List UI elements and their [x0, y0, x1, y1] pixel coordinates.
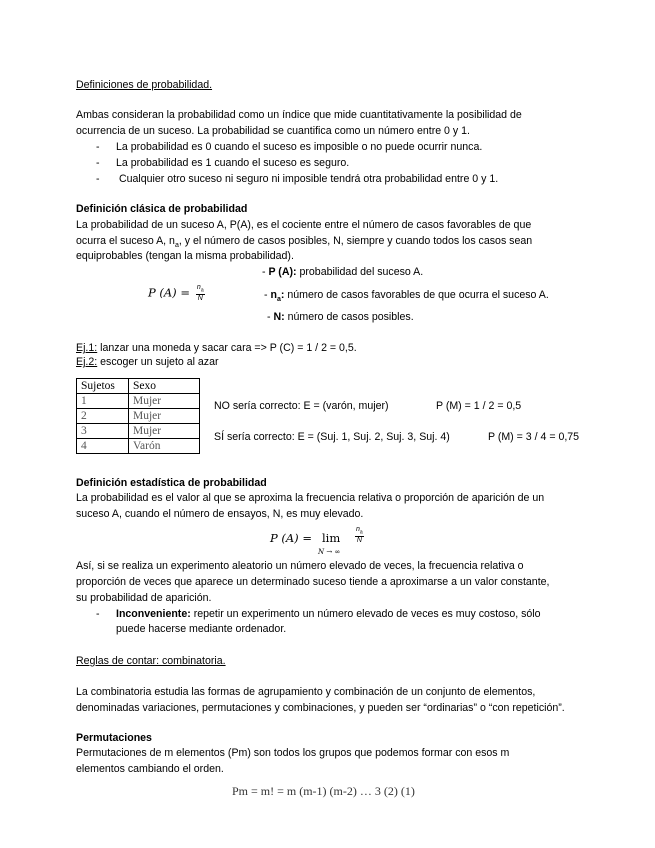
fraction-numerator [355, 526, 364, 537]
table-cell: Mujer [129, 409, 200, 424]
bullet-dash: - [96, 608, 100, 620]
bullet-item: Cualquier otro suceso ni seguro ni imposible tendrá otra probabilidad entre 0 y 1. [116, 173, 499, 185]
table-cell: 3 [77, 424, 129, 439]
example-label: Ej.2: [76, 356, 98, 368]
definition-label: n [270, 289, 277, 301]
paragraph-line: Permutaciones de m elementos (Pm) son todos los grupos que podemos formar con esos m [76, 747, 510, 759]
definition-sub: a [276, 296, 281, 304]
heading-definiciones: Definiciones de probabilidad. [76, 79, 213, 91]
bullet-item: La probabilidad es 1 cuando el suceso es seguro. [116, 157, 350, 169]
frac-num-text: n [196, 284, 201, 291]
table-cell: Mujer [129, 424, 200, 439]
example-text: lanzar una moneda y sacar cara => P (C) = 1 / 2 = 0,5. [97, 342, 357, 354]
dash: - [267, 311, 271, 323]
definition-colon: : [280, 289, 285, 301]
table-cell: 4 [77, 439, 129, 454]
bullet-item-continuation: puede hacerse mediante ordenador. [116, 623, 287, 635]
bullet-item: La probabilidad es 0 cuando el suceso es imposible o no puede ocurrir nunca. [116, 141, 483, 153]
fraction-denominator [196, 295, 205, 303]
heading-estadistica: Definición estadística de probabilidad [76, 477, 267, 489]
formula-lhs: P (A) = [148, 285, 190, 300]
frac-den-text: N [197, 295, 203, 303]
definition-pa [262, 265, 423, 279]
text-span: , y el número de casos posibles, N, siempre y cuando todos los casos sean [178, 235, 533, 247]
formula-lhs: P (A) = [270, 531, 312, 545]
table-cell: Mujer [129, 394, 200, 409]
definition-text: número de casos posibles. [284, 311, 414, 323]
paragraph-line: equiprobables (tengan la misma probabilidad). [76, 250, 294, 262]
table-cell: Varón [129, 439, 200, 454]
example-text: escoger un sujeto al azar [97, 356, 219, 368]
bullet-dash: - [96, 141, 100, 153]
paragraph-line: denominadas variaciones, permutaciones y combinaciones, y pueden ser “ordinarias” o “con repetición”. [76, 702, 565, 714]
formula-lim: lim [322, 531, 341, 545]
fraction-denominator [355, 537, 364, 545]
table-cell: 2 [77, 409, 129, 424]
dash: - [264, 289, 268, 301]
heading-reglas: Reglas de contar: combinatoria. [76, 655, 226, 667]
paragraph-line: Así, si se realiza un experimento aleatorio un número elevado de veces, la frecuencia relativa o [76, 560, 524, 572]
bullet-dash: - [96, 173, 100, 185]
table-header-cell: Sexo [129, 379, 200, 394]
fraction-numerator [196, 284, 205, 295]
definition-text: probabilidad del suceso A. [296, 266, 424, 278]
frac-num-text: n [356, 526, 360, 533]
bullet-dash: - [96, 157, 100, 169]
definition-text: número de casos favorables de que ocurra el suceso A. [284, 289, 549, 301]
incorrect-probability: P (M) = 1 / 2 = 0,5 [436, 400, 522, 412]
fraction [196, 284, 205, 303]
paragraph-line: La combinatoria estudia las formas de agrupamiento y combinación de un conjunto de elementos, [76, 686, 536, 698]
formula-classic [148, 284, 205, 303]
example-1 [76, 341, 357, 355]
example-label: Ej.1: [76, 342, 98, 354]
subscript: a [174, 242, 179, 250]
frac-num-sub: a [200, 287, 204, 294]
heading-permutaciones: Permutaciones [76, 732, 152, 744]
paragraph-line: La probabilidad de un suceso A, P(A), es el cociente entre el número de casos favorables de que [76, 219, 532, 231]
bullet-text: repetir un experimento un número elevado de veces es muy costoso, sólo [190, 608, 541, 620]
table-header-cell: Sujetos [77, 379, 129, 394]
paragraph-line: ocurrencia de un suceso. La probabilidad se cuantifica como un número entre 0 y 1. [76, 125, 470, 137]
paragraph-line: La probabilidad es el valor al que se aproxima la frecuencia relativa o proporción de aparición de un [76, 492, 545, 504]
paragraph-line: Ambas consideran la probabilidad como un índice que mide cuantitativamente la posibilidad de [76, 109, 522, 121]
correct-probability: P (M) = 3 / 4 = 0,75 [488, 431, 580, 443]
frac-num-sub: a [359, 529, 363, 536]
paragraph-line: proporción de veces que aparece un determinado suceso tiende a aproximarse a un valor constante, [76, 576, 550, 588]
table-row [77, 409, 200, 424]
table-header-row [77, 379, 200, 394]
table-row [77, 439, 200, 454]
definition-label: P (A): [268, 266, 297, 278]
paragraph-line: su probabilidad de aparición. [76, 592, 212, 604]
bullet-label: Inconveniente: [116, 608, 191, 620]
example-2 [76, 355, 219, 369]
table-row [77, 424, 200, 439]
bullet-item [116, 607, 541, 621]
fraction [355, 526, 364, 545]
correct-sample-space: SÍ sería correcto: E = (Suj. 1, Suj. 2, Suj. 3, Suj. 4) [214, 431, 450, 443]
definition-label: N: [273, 311, 285, 323]
heading-clasica: Definición clásica de probabilidad [76, 203, 248, 215]
formula-permutation: Pm = m! = m (m-1) (m-2) … 3 (2) (1) [232, 784, 415, 798]
incorrect-sample-space: NO sería correcto: E = (varón, mujer) [214, 400, 389, 412]
paragraph-line: elementos cambiando el orden. [76, 763, 224, 775]
definition-n [267, 310, 414, 324]
text-span: ocurra el suceso A, n [76, 235, 175, 247]
frac-den-text: N [356, 537, 362, 545]
definition-na [264, 288, 549, 307]
formula-lim-subscript: N → ∞ [318, 548, 341, 556]
table-cell: 1 [77, 394, 129, 409]
paragraph-line: suceso A, cuando el número de ensayos, N, es muy elevado. [76, 508, 364, 520]
dash: - [262, 266, 266, 278]
table-row [77, 394, 200, 409]
subjects-table [76, 378, 200, 454]
